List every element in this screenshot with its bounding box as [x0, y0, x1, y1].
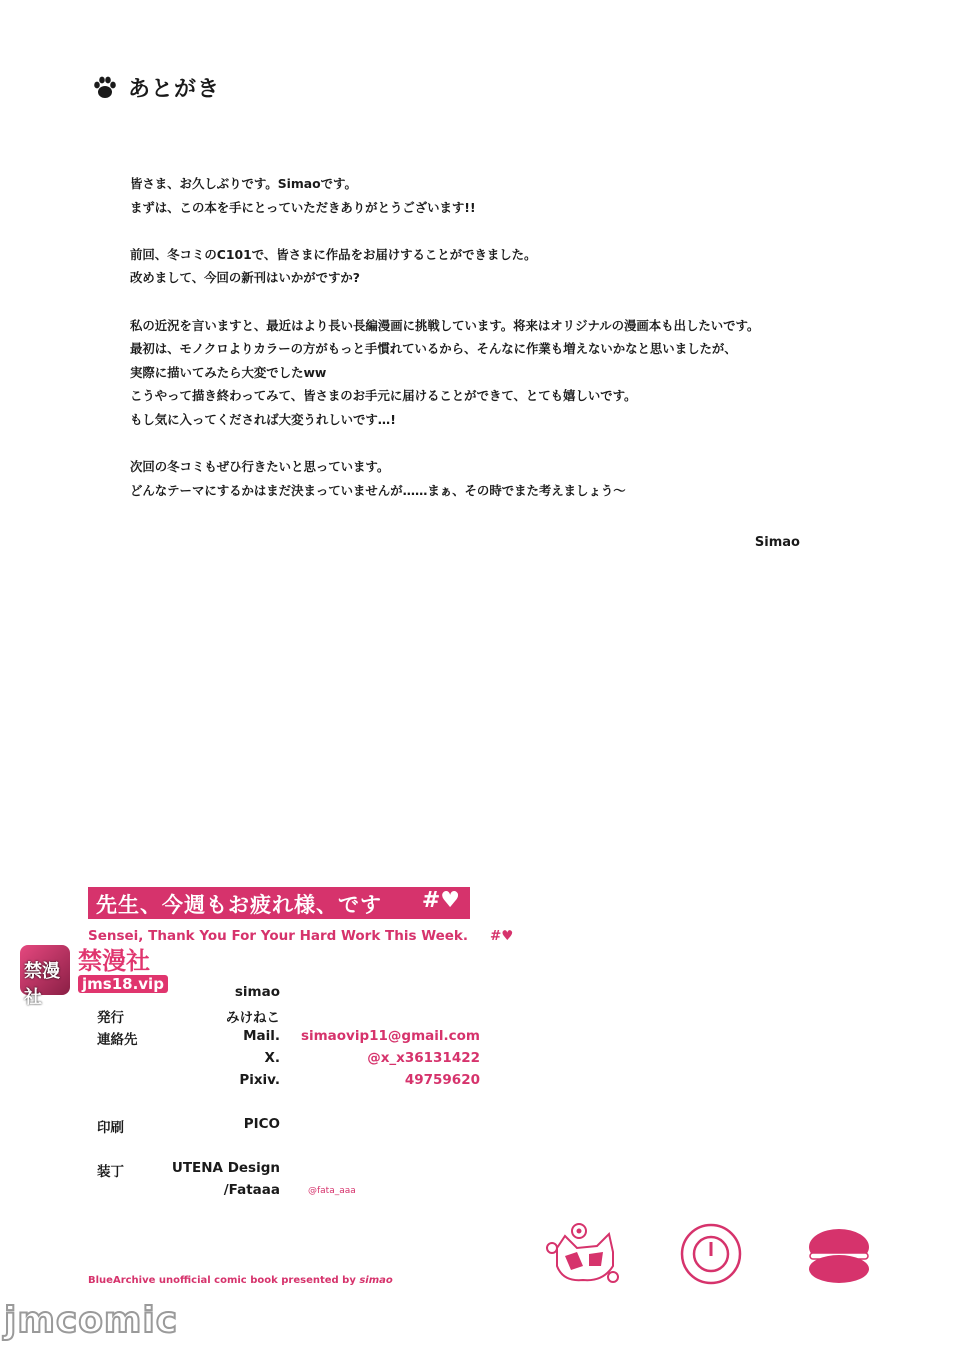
text-line: 最初は、モノクロよりカラーの方がもっと手慣れているから、そんなに作業も増えないかなと思いましたが、	[130, 341, 737, 357]
watermark-url: jms18.vip	[78, 975, 168, 993]
paragraph	[130, 314, 830, 432]
text-line: もし気に入ってくだされば大変うれしいです…!	[130, 411, 396, 427]
page-title: あとがき	[128, 77, 221, 102]
text-line: 次回の冬コミもぜひ行きたいと思っています。	[130, 459, 390, 475]
book-title-en: Sensei, Thank You For Your Hard Work This Week.	[88, 928, 469, 944]
watermark-text	[78, 948, 168, 993]
text-line: 私の近況を言いますと、最近はより長い長編漫画に挑戦しています。将来はオリジナルの漫画本も出したいです。	[130, 317, 760, 333]
hash-heart-mark-en: #♥	[490, 928, 514, 944]
paragraph	[130, 455, 830, 502]
x-value: @x_x36131422	[367, 1050, 480, 1066]
print-label: 印刷	[97, 1120, 124, 1136]
watermark-bottom: jmcomic	[4, 1300, 179, 1341]
print-value: PICO	[243, 1116, 280, 1132]
text-line: 実際に描いてみたら大変でしたww	[130, 364, 327, 380]
cat-mascot-icon	[543, 1222, 623, 1286]
publisher-label: 発行	[97, 1010, 124, 1026]
macaron-icon	[807, 1227, 871, 1285]
footer-note	[88, 1275, 393, 1286]
text-line: 前回、冬コミのC101で、皆さまに作品をお届けすることができました。	[130, 246, 537, 262]
afterword-heading	[92, 72, 220, 103]
mail-label: Mail.	[243, 1028, 280, 1044]
x-label: X.	[264, 1050, 280, 1066]
watermark-name: 禁漫社	[78, 946, 150, 975]
design-label: 装丁	[97, 1164, 124, 1180]
design-value-2: /Fataaa	[223, 1182, 280, 1198]
watermark-avatar-text: 禁漫社	[24, 961, 60, 1008]
design-handle: @fata_aaa	[308, 1186, 356, 1196]
afterword-body	[130, 172, 830, 526]
publisher-value: みけねこ	[226, 1010, 280, 1026]
text-line: まずは、この本を手にとっていただきありがとうございます!!	[130, 199, 476, 215]
text-line: 皆さま、お久しぶりです。Simaoです。	[130, 176, 357, 191]
watermark-top	[20, 945, 168, 1008]
text-line: どんなテーマにするかはまだ決まっていませんが……まぁ、その時でまた考えましょう〜	[130, 482, 626, 498]
signature: Simao	[754, 535, 800, 550]
watermark-avatar	[20, 945, 70, 1008]
footer-middle: unofficial comic book presented by	[155, 1275, 360, 1286]
footer-prefix: BlueArchive	[88, 1275, 156, 1286]
footer-author: simao	[359, 1275, 393, 1286]
paragraph	[130, 243, 830, 290]
design-value: UTENA Design	[171, 1160, 280, 1176]
book-title-ja: 先生、今週もお疲れ様、です	[96, 893, 382, 917]
hash-heart-mark: #♥	[421, 888, 460, 913]
mail-value: simaovip11@gmail.com	[300, 1028, 480, 1044]
contact-label: 連絡先	[97, 1032, 138, 1048]
author-value: simao	[234, 984, 280, 1000]
paragraph	[130, 172, 830, 219]
paw-icon	[92, 75, 118, 101]
pixiv-value: 49759620	[404, 1072, 480, 1088]
pixiv-label: Pixiv.	[239, 1072, 280, 1088]
text-line: 改めまして、今回の新刊はいかがですか?	[130, 270, 360, 286]
title-banner	[88, 887, 470, 919]
dial-icon	[679, 1222, 743, 1286]
text-line: こうやって描き終わってみて、皆さまのお手元に届けることができて、とても嬉しいです。	[130, 388, 637, 404]
